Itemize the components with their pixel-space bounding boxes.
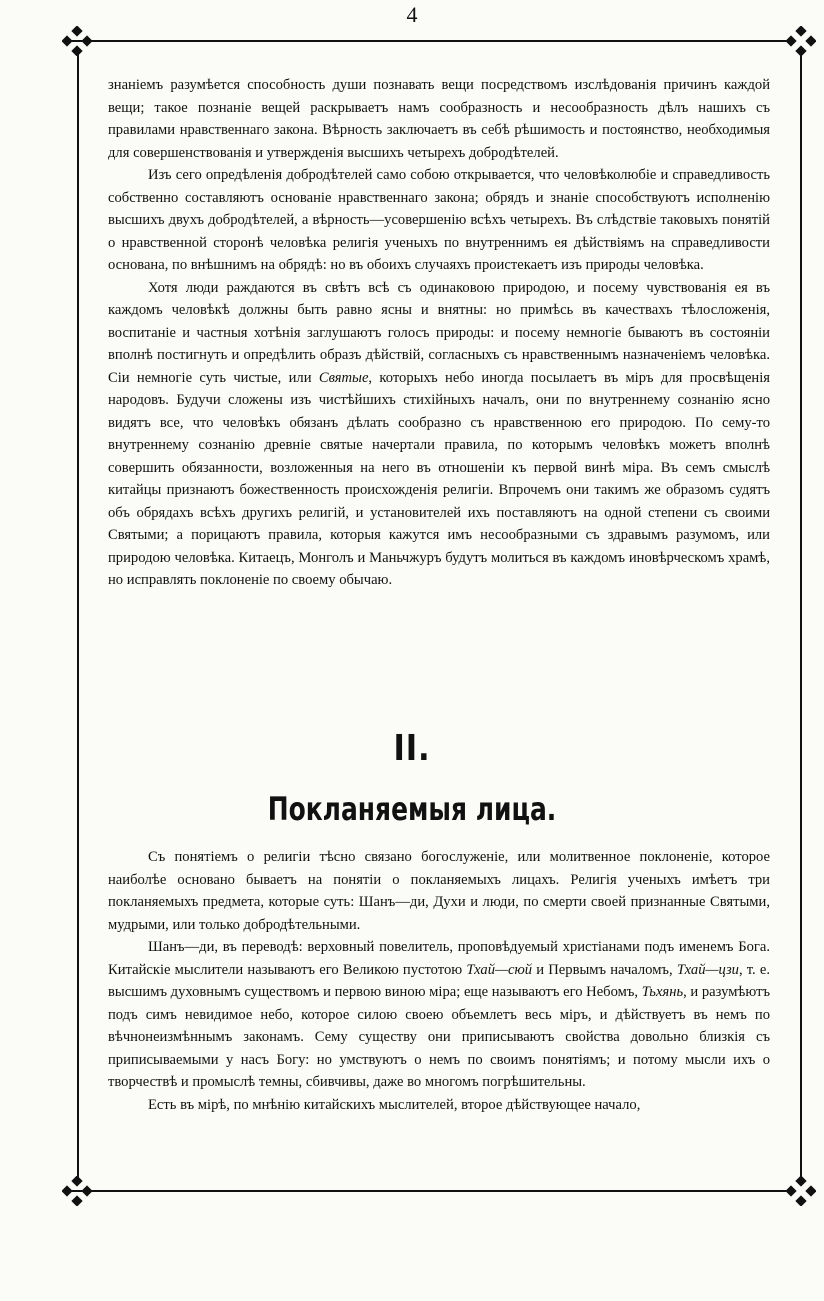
emphasis-text: Тхай—цзи — [676, 961, 739, 978]
section-title: Покланяемыя лица. — [267, 790, 557, 828]
paragraph: знаніемъ разумѣется способность души познавать вещи посредствомъ изслѣдованія причинъ каждой вещи; такое познаніе вещей раскрываетъ намъ сообразность и несообразность дѣлъ нашихъ съ правилами нравственнаго закона. Вѣрность заключаетъ въ себѣ рѣшимость и постоянство, необходимыя для совершенствованія и утвержденія высшихъ четырехъ добродѣтелей. — [108, 77, 770, 161]
page-number: 4 — [406, 2, 418, 27]
paragraph-text: Шанъ—ди, въ переводѣ: верховный повелитель, проповѣдуемый христіанами подъ именемъ Бога. Китайскіе мыслители называютъ его Великою пустотою — [108, 939, 770, 978]
bottom-border-rule — [70, 1190, 794, 1192]
paragraph-text: и Первымъ началомъ, — [536, 961, 673, 978]
paragraph — [108, 277, 770, 592]
paragraph-text: , и разумѣютъ подъ симъ невидимое небо, которое силою своею объемлетъ весь міръ, и дѣйствуетъ въ немъ по вѣчнонеизмѣннымъ законамъ. Сему существу они приписываютъ свойства довольно близкія съ приписываемыми у насъ Богу: но умствуютъ о немъ по своимъ понятіямъ; и потому мысли ихъ о творчествѣ и промыслѣ темны, сбивчивы, даже во многомъ погрѣшительны. — [108, 984, 770, 1090]
diamond-ornament-icon — [786, 26, 816, 56]
section-number: II. — [393, 728, 431, 769]
body-text-bottom — [108, 846, 770, 1116]
paragraph-text: Хотя люди раждаются въ свѣтъ всѣ съ одинаковою природою, и посему чувствованія ея въ каждомъ человѣкѣ должны быть равно ясны и внятны: но примѣсь въ качествахъ тѣлосложенія, воспитаніе и частныя хотѣнія заглушаютъ голосъ природы: и посему немногіе бываютъ въ состояніи вполнѣ постигнуть и опредѣлить образъ дѣйствій, согласныхъ съ нравственнымъ назначеніемъ человѣка. Сіи немногіе суть чистые, или — [108, 279, 770, 386]
diamond-ornament-icon — [786, 1176, 816, 1206]
diamond-ornament-icon — [62, 1176, 92, 1206]
emphasis-text: Тхай—сюй — [466, 961, 533, 978]
paragraph: Изъ сего опредѣленія добродѣтелей само собою открывается, что человѣколюбіе и справедливость собственно составляютъ основаніе нравственнаго закона; обрядъ и знаніе способствуютъ исполненію высшихъ двухъ добродѣтелей, а вѣрность—усовершенію всѣхъ четырехъ. Въ слѣдствіе таковыхъ понятій о нравственной сторонѣ человѣка религія ученыхъ по внутреннимъ ея дѣйствіямъ на справедливости основана, по внѣшнимъ на обрядѣ: но въ обоихъ случаяхъ проистекаетъ изъ природы человѣка. — [108, 167, 770, 273]
left-border-rule — [77, 48, 79, 1184]
body-text-top — [108, 74, 770, 592]
top-border-rule — [70, 40, 794, 42]
emphasis-text: Святые — [318, 369, 369, 386]
paragraph: Есть въ мірѣ, по мнѣнію китайскихъ мыслителей, второе дѣйствующее начало, — [148, 1096, 641, 1113]
paragraph-text: , т. е. высшимъ духовнымъ существомъ и первою виною міра; еще называютъ его Небомъ, — [108, 961, 771, 1000]
right-border-rule — [800, 48, 802, 1184]
paragraph — [108, 936, 770, 1094]
diamond-ornament-icon — [62, 26, 92, 56]
paragraph-text: , которыхъ небо иногда посылаетъ въ міръ для просвѣщенія народовъ. Будучи сложены изъ чистѣйшихъ стихійныхъ началъ, они по внутреннему сознанію ясно видятъ все, что человѣкъ обязанъ дѣлать сообразно съ нравственною его природою. По сему-то внутреннему сознанію древніе святые начертали правила, по которымъ человѣкъ можетъ вполнѣ совершить обязанности, возложенныя на него въ отношеніи къ первой винѣ міра. Въ семъ смыслѣ китайцы признаютъ божественность происхожденія религіи. Впрочемъ они такимъ же образомъ судятъ объ обрядахъ всѣхъ другихъ религій, и установителей ихъ поставляютъ на одной степени съ своими Святыми; а порицаютъ правила, которыя кажутся имъ несообразными съ здравымъ разумомъ, или природою человѣка. Китаецъ, Монголъ и Маньчжуръ будутъ молиться въ каждомъ иновѣрческомъ храмѣ, но исправлять поклоненіе по своему обычаю. — [108, 369, 771, 588]
paragraph: Съ понятіемъ о религіи тѣсно связано богослуженіе, или молитвенное поклоненіе, которое наиболѣе основано бываетъ на понятіи о покланяемыхъ лицахъ. Религія ученыхъ имѣетъ три покланяемыхъ предмета, которые суть: Шанъ—ди, Духи и люди, по смерти своей признанные Святыми, мудрыми, или только добродѣтельными. — [108, 849, 770, 933]
emphasis-text: Тьхянь — [641, 984, 684, 1000]
